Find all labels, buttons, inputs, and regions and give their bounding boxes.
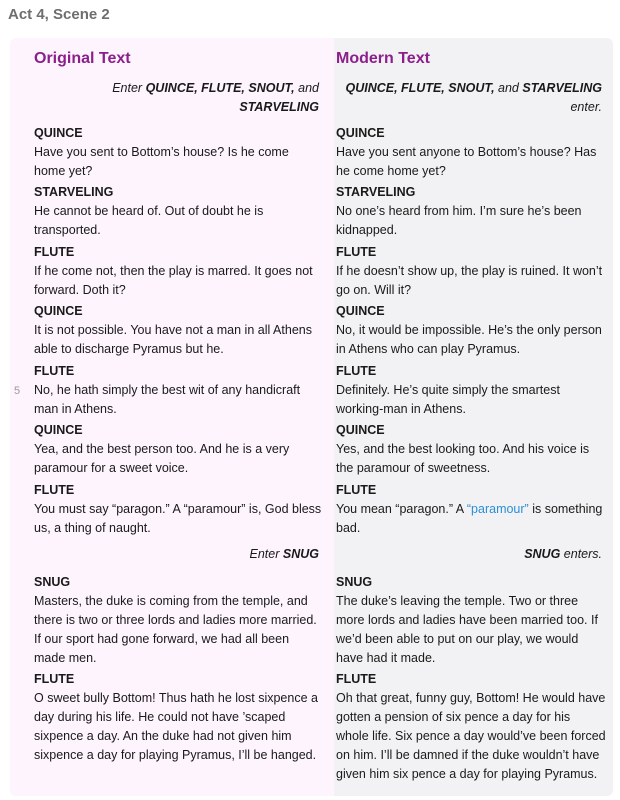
speaker-name: QUINCE xyxy=(34,423,83,437)
speaker-name: SNUG xyxy=(336,575,373,589)
stage-direction-enter-modern: QUINCE, FLUTE, SNOUT, and STARVELING enter. xyxy=(345,81,602,114)
original-speech: SNUG Masters, the duke is coming from the temple, and there is two or three lords and ladies more married. If our sport had gone forward, we had all been made men. xyxy=(34,573,324,668)
modern-text-heading: Modern Text xyxy=(336,50,430,67)
stage-direction-snug-original: Enter SNUG xyxy=(249,547,319,561)
original-speech: STARVELING He cannot be heard of. Out of doubt he is transported. xyxy=(34,183,324,240)
original-speech: FLUTE No, he hath simply the best wit of any handicraft man in Athens. xyxy=(34,362,324,419)
scene-title: Act 4, Scene 2 xyxy=(8,6,110,23)
stage-direction-snug-modern: SNUG enters. xyxy=(524,547,602,561)
modern-speech: FLUTE If he doesn’t show up, the play is ruined. It won’t go on. Will it? xyxy=(336,243,606,300)
original-speech: QUINCE Yea, and the best person too. And he is a very paramour for a sweet voice. xyxy=(34,421,324,478)
speaker-name: FLUTE xyxy=(336,483,377,497)
speaker-name: QUINCE xyxy=(336,126,385,140)
modern-speech: QUINCE No, it would be impossible. He’s the only person in Athens who can play Pyramus. xyxy=(336,302,606,359)
speaker-name: FLUTE xyxy=(34,245,75,259)
stage-direction-enter-original: Enter QUINCE, FLUTE, SNOUT, and STARVELING xyxy=(112,81,319,114)
line-number: 5 xyxy=(14,385,21,397)
speaker-name: FLUTE xyxy=(336,672,377,686)
modern-speech: FLUTE You mean “paragon.” A “paramour” is something bad. xyxy=(336,481,606,538)
original-speech: QUINCE Have you sent to Bottom’s house? Is he come home yet? xyxy=(34,124,324,181)
modern-speech: QUINCE Have you sent anyone to Bottom’s house? Has he come home yet? xyxy=(336,124,606,181)
modern-speech: QUINCE Yes, and the best looking too. And his voice is the paramour of sweetness. xyxy=(336,421,606,478)
speaker-name: STARVELING xyxy=(34,185,114,199)
speaker-name: FLUTE xyxy=(34,364,75,378)
modern-speech: FLUTE Definitely. He’s quite simply the smartest working-man in Athens. xyxy=(336,362,606,419)
original-speech: QUINCE It is not possible. You have not a man in all Athens able to discharge Pyramus but he. xyxy=(34,302,324,359)
original-speech: FLUTE If he come not, then the play is marred. It goes not forward. Doth it? xyxy=(34,243,324,300)
speaker-name: FLUTE xyxy=(336,245,377,259)
speaker-name: FLUTE xyxy=(34,483,75,497)
speaker-name: QUINCE xyxy=(336,423,385,437)
original-speech: FLUTE You must say “paragon.” A “paramour” is, God bless us, a thing of naught. xyxy=(34,481,324,538)
paramour-glossary-link[interactable]: “paramour” xyxy=(466,502,529,516)
speaker-name: QUINCE xyxy=(34,304,83,318)
speaker-name: STARVELING xyxy=(336,185,416,199)
modern-speech: SNUG The duke’s leaving the temple. Two or three more lords and ladies have been married too. If we’d been able to put on our play, we would have had it made. xyxy=(336,573,606,668)
speaker-name: FLUTE xyxy=(336,364,377,378)
speaker-name: SNUG xyxy=(34,575,71,589)
modern-speech: FLUTE Oh that great, funny guy, Bottom! He would have gotten a pension of six pence a day for his whole life. Six pence a day would’ve been forced on him. I’ll be damned if the duke wouldn’t have given him six pence a day for playing Pyramus. xyxy=(336,672,606,781)
original-text-heading: Original Text xyxy=(34,50,131,67)
speaker-name: QUINCE xyxy=(34,126,83,140)
speaker-name: FLUTE xyxy=(34,672,75,686)
original-speech: FLUTE O sweet bully Bottom! Thus hath he lost sixpence a day during his life. He could not have ’scaped sixpence a day. An the duke had not given him sixpence a day for playing Pyramus, I’ll be hanged. xyxy=(34,670,324,765)
modern-speech: STARVELING No one’s heard from him. I’m sure he’s been kidnapped. xyxy=(336,183,606,240)
speaker-name: QUINCE xyxy=(336,304,385,318)
